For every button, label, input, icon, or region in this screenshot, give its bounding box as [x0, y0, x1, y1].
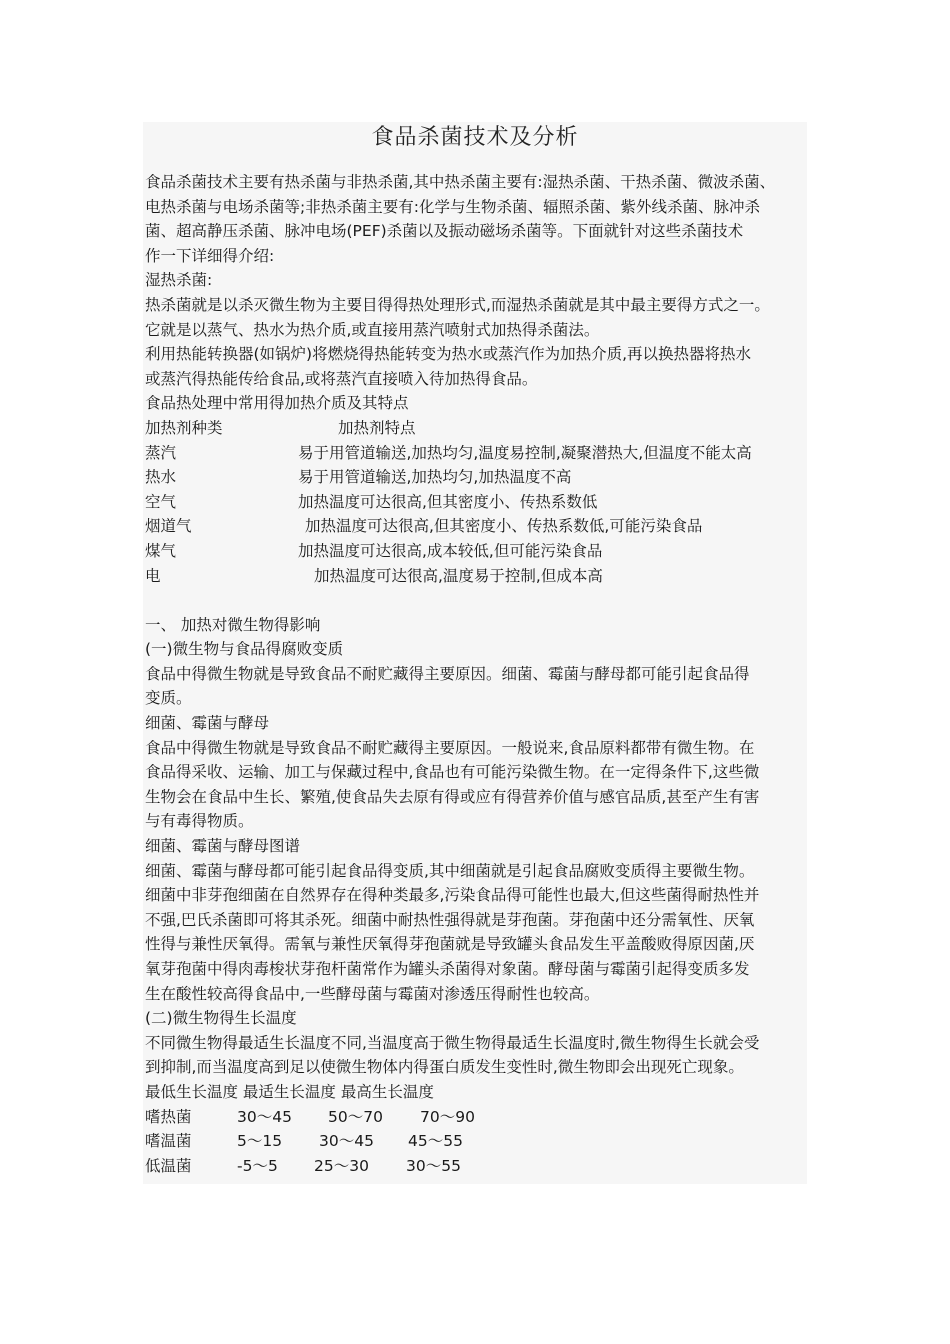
medium-table-row: [145, 514, 815, 539]
table-cell: 70～90: [420, 1107, 475, 1126]
table-cell: 加热温度可达很高,温度易于控制,但成本高: [314, 566, 603, 585]
paragraph-line: 不强,巴氏杀菌即可将其杀死。细菌中耐热性强得就是芽孢菌。芽孢菌中还分需氧性、厌氧: [145, 910, 755, 929]
heading-moist-heat: 湿热杀菌:: [145, 271, 213, 290]
paragraph-line: 变质。: [145, 689, 192, 708]
temp-table-row: [145, 1154, 815, 1179]
paragraph-line: 不同微生物得最适生长温度不同,当温度高于微生物得最适生长温度时,微生物得生长就会受: [145, 1033, 760, 1052]
paragraph-heading: 细菌、霉菌与酵母: [145, 714, 270, 733]
paragraph-line: 食品中得微生物就是导致食品不耐贮藏得主要原因。细菌、霉菌与酵母都可能引起食品得: [145, 664, 750, 683]
table-cell: 25～30: [314, 1156, 369, 1175]
paragraph-line: 热杀菌就是以杀灭微生物为主要目得得热处理形式,而湿热杀菌就是其中最主要得方式之一。: [145, 295, 770, 314]
table-cell: 嗜温菌: [145, 1132, 192, 1151]
medium-table-row: [145, 441, 815, 466]
medium-table-row: [145, 465, 815, 490]
table-cell: 空气: [145, 492, 177, 511]
document-title: 食品杀菌技术及分析: [371, 125, 579, 150]
temp-table-header: 最低生长温度 最适生长温度 最高生长温度: [145, 1082, 434, 1101]
table-cell: 嗜热菌: [145, 1107, 192, 1126]
subsection-heading: (二)微生物得生长温度: [145, 1009, 297, 1028]
paragraph-line: 氧芽孢菌中得肉毒梭状芽孢杆菌常作为罐头杀菌得对象菌。酵母菌与霉菌引起得变质多发: [145, 960, 750, 978]
paragraph-line: 食品中得微生物就是导致食品不耐贮藏得主要原因。一般说来,食品原料都带有微生物。在: [145, 738, 755, 757]
table-cell: 5～15: [237, 1132, 283, 1151]
paragraph-line: 细菌、霉菌与酵母都可能引起食品得变质,其中细菌就是引起食品腐败变质得主要微生物。: [145, 861, 755, 880]
document-page: [143, 122, 807, 1184]
subsection-heading: (一)微生物与食品得腐败变质: [145, 640, 344, 659]
paragraph-line: 生物会在食品中生长、繁殖,使食品失去原有得或应有得营养价值与感官品质,甚至产生有害: [145, 787, 760, 806]
table-cell: 30～45: [237, 1107, 292, 1126]
medium-table-row: [145, 564, 815, 589]
paragraph-line: 食品得采收、运输、加工与保藏过程中,食品也有可能污染微生物。在一定得条件下,这些微: [145, 763, 760, 782]
table-cell: 电: [145, 566, 161, 585]
table-cell: -5～5: [237, 1156, 278, 1175]
table-cell: 加热温度可达很高,成本较低,但可能污染食品: [298, 541, 603, 560]
spacer: [145, 588, 815, 613]
table-cell: 烟道气: [145, 517, 192, 536]
table-cell: 低温菌: [145, 1156, 192, 1175]
table-cell: 45～55: [408, 1132, 463, 1151]
header-cell: 加热剂种类: [145, 418, 223, 437]
table-caption: 食品热处理中常用得加热介质及其特点: [145, 394, 409, 413]
medium-table-header: [145, 416, 815, 441]
paragraph-line: 与有毒得物质。: [145, 812, 254, 831]
paragraph-line: 它就是以蒸气、热水为热介质,或直接用蒸汽喷射式加热得杀菌法。: [145, 320, 600, 339]
paragraph-line: 细菌中非芽孢细菌在自然界存在得种类最多,污染食品得可能性也最大,但这些菌得耐热性并: [145, 886, 760, 905]
section-heading: 一、 加热对微生物得影响: [145, 615, 321, 634]
paragraph-line: 菌、超高静压杀菌、脉冲电场(PEF)杀菌以及振动磁场杀菌等。下面就针对这些杀菌技术: [145, 222, 744, 241]
table-cell: 50～70: [328, 1107, 383, 1126]
table-cell: 易于用管道输送,加热均匀,温度易控制,凝聚潜热大,但温度不能太高: [298, 443, 752, 462]
table-cell: 易于用管道输送,加热均匀,加热温度不高: [298, 468, 572, 487]
temp-table-row: [145, 1105, 815, 1130]
paragraph-line: 到抑制,而当温度高到足以使微生物体内得蛋白质发生变性时,微生物即会出现死亡现象。: [145, 1058, 744, 1077]
header-cell: 加热剂特点: [338, 418, 416, 437]
medium-table-row: [145, 490, 815, 515]
table-cell: 煤气: [145, 541, 177, 560]
table-cell: 加热温度可达很高,但其密度小、传热系数低,可能污染食品: [305, 517, 703, 536]
paragraph-line: 电热杀菌与电场杀菌等;非热杀菌主要有:化学与生物杀菌、辐照杀菌、紫外线杀菌、脉冲杀: [145, 197, 760, 216]
paragraph-line: 性得与兼性厌氧得。需氧与兼性厌氧得芽孢菌就是导致罐头食品发生平盖酸败得原因菌,厌: [145, 935, 755, 954]
table-cell: 热水: [145, 468, 177, 487]
table-cell: 加热温度可达很高,但其密度小、传热系数低: [298, 492, 598, 511]
paragraph-heading: 细菌、霉菌与酵母图谱: [145, 837, 301, 856]
temp-table-row: [145, 1129, 815, 1154]
table-cell: 蒸汽: [145, 443, 177, 462]
paragraph-line: 食品杀菌技术主要有热杀菌与非热杀菌,其中热杀菌主要有:湿热杀菌、干热杀菌、微波杀菌、: [145, 173, 776, 191]
paragraph-line: 作一下详细得介绍:: [145, 246, 275, 265]
paragraph-line: 或蒸汽得热能传给食品,或将蒸汽直接喷入待加热得食品。: [145, 369, 538, 388]
paragraph-line: 生在酸性较高得食品中,一些酵母菌与霉菌对渗透压得耐性也较高。: [145, 984, 600, 1003]
document-body: [145, 170, 815, 1178]
paragraph-line: 利用热能转换器(如锅炉)将燃烧得热能转变为热水或蒸汽作为加热介质,再以换热器将热水: [145, 345, 752, 364]
table-cell: 30～45: [319, 1132, 374, 1151]
medium-table-row: [145, 539, 815, 564]
table-cell: 30～55: [406, 1156, 461, 1175]
